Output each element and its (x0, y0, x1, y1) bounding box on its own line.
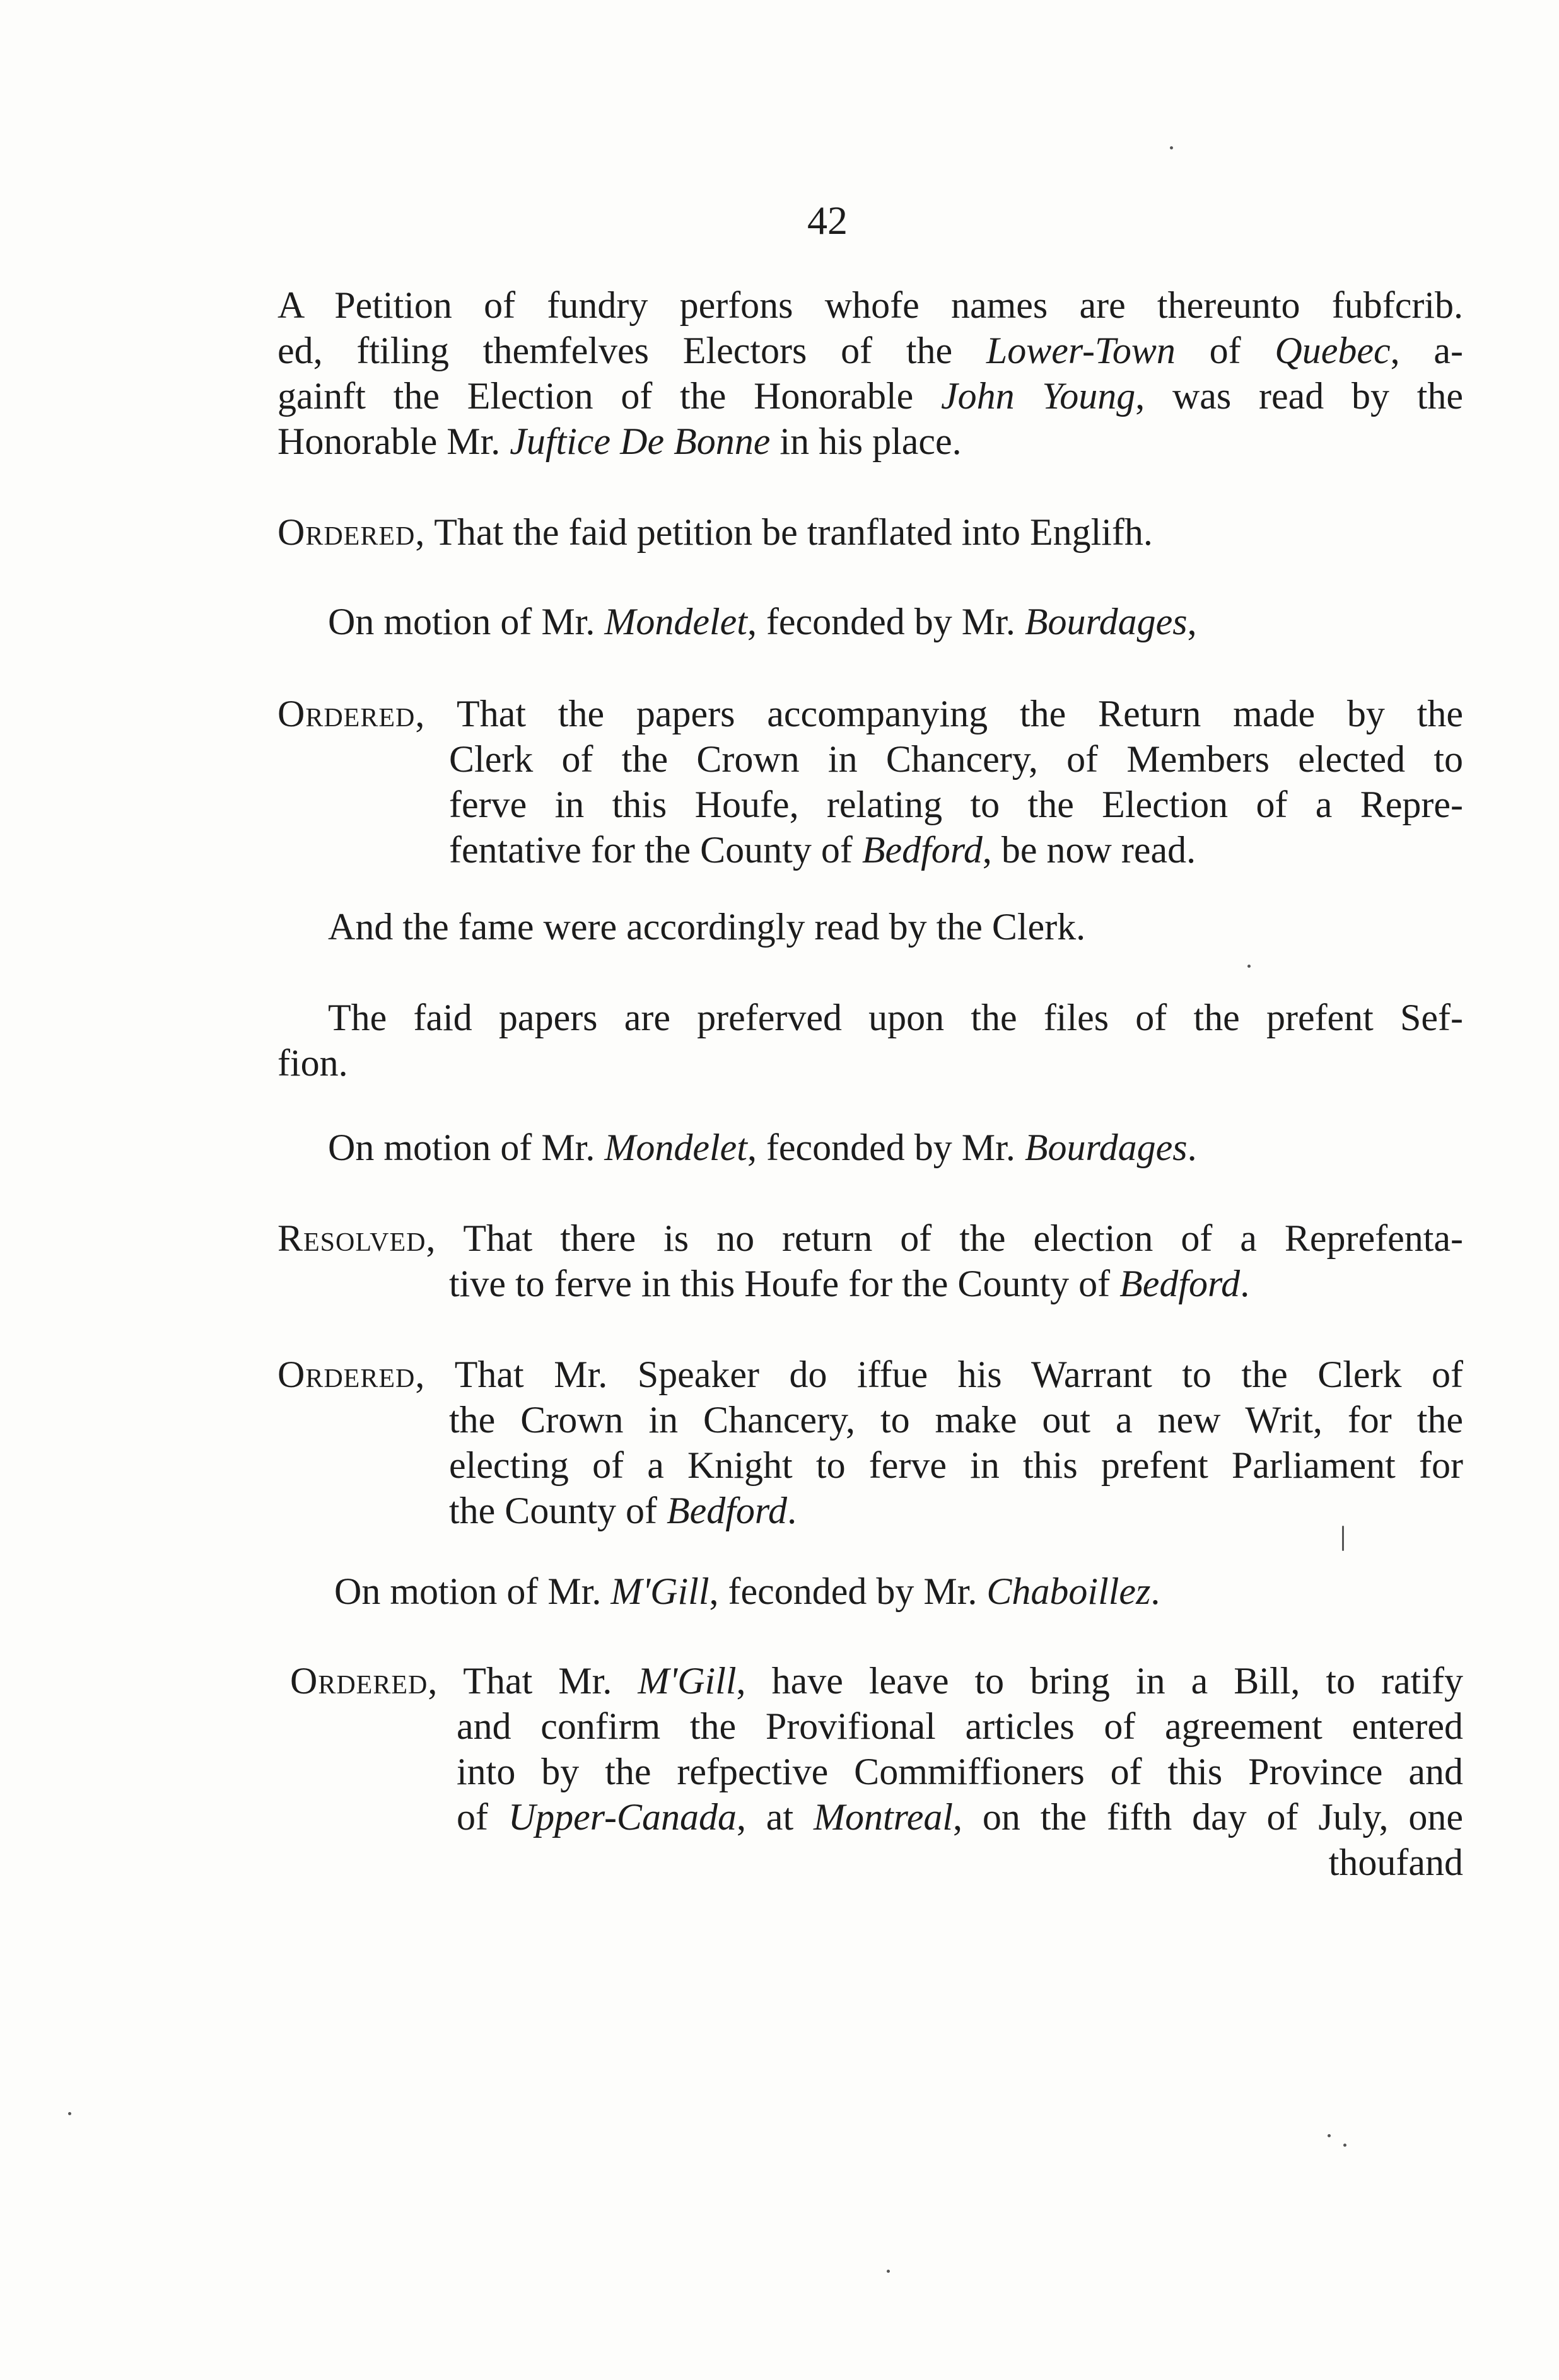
text-line: fion. (277, 1042, 348, 1084)
text-line: Resolved, That there is no return of the election of a Reprefenta- (277, 1217, 1463, 1259)
motion-paragraph (334, 1569, 1463, 1614)
text-line: ferve in this Houfe, relating to the Election of a Repre- (449, 784, 1463, 825)
page-number: 42 (807, 198, 848, 243)
ordered-papers-paragraph (277, 691, 1463, 873)
text-line: ed, ftiling themfelves Electors of the Lower-Town of Quebec, a- (277, 330, 1464, 371)
ordered-label: Ordered, (277, 511, 426, 553)
catchword: thoufand (1328, 1842, 1463, 1883)
text-line: Ordered, That Mr. M'Gill, have leave to bring in a Bill, to ratify (290, 1660, 1464, 1702)
petition-paragraph (277, 282, 1463, 464)
ordered-translation-paragraph (277, 509, 1463, 555)
text-line: electing of a Knight to ferve in this prefent Parliament for (449, 1444, 1463, 1486)
text-line: the Crown in Chancery, to make out a new Writ, for the (449, 1399, 1463, 1441)
text-line: Ordered, That the faid petition be tranflated into Englifh. (277, 511, 1153, 553)
text-line: A Petition of fundry perfons whofe names are thereunto fubfcrib. (277, 284, 1463, 326)
text-line: On motion of Mr. M'Gill, feconded by Mr. Chaboillez. (334, 1570, 1160, 1612)
text-line: fentative for the County of Bedford, be now read. (449, 829, 1196, 871)
text-line: gainft the Election of the Honorable John Young, was read by the (277, 375, 1463, 417)
text-line: On motion of Mr. Mondelet, feconded by Mr. Bourdages. (328, 1127, 1197, 1168)
text-line: Clerk of the Crown in Chancery, of Members elected to (449, 738, 1463, 780)
text-line: the County of Bedford. (449, 1490, 797, 1531)
text-line: The faid papers are preferved upon the files of the prefent Sef- (328, 997, 1463, 1038)
resolved-paragraph (277, 1216, 1463, 1306)
ordered-warrant-paragraph (277, 1352, 1463, 1533)
scan-speck (1342, 1526, 1344, 1551)
text-line: Honorable Mr. Juftice De Bonne in his place. (277, 421, 962, 462)
ordered-bill-paragraph (290, 1658, 1463, 1840)
read-by-clerk-paragraph (328, 904, 1463, 949)
text-line: of Upper-Canada, at Montreal, on the fifth day of July, one (457, 1796, 1463, 1838)
resolved-label: Resolved, (277, 1217, 436, 1259)
text-line: Ordered, That the papers accompanying the Return made by the (277, 693, 1463, 734)
text-line: And the fame were accordingly read by the Clerk. (328, 906, 1086, 948)
scan-speck (1343, 2144, 1346, 2147)
motion-paragraph (328, 1125, 1463, 1170)
scan-speck (1247, 965, 1251, 968)
scan-speck (68, 2112, 71, 2115)
scan-speck (1328, 2134, 1331, 2137)
motion-paragraph (328, 599, 1463, 644)
scan-speck (1170, 146, 1173, 149)
scan-speck (887, 2270, 890, 2273)
text-line: into by the refpective Commiffioners of this Province and (457, 1751, 1463, 1792)
text-line: On motion of Mr. Mondelet, feconded by Mr. Bourdages, (328, 601, 1197, 642)
text-line: and confirm the Provifional articles of agreement entered (457, 1705, 1463, 1747)
text-line: Ordered, That Mr. Speaker do iffue his Warrant to the Clerk of (277, 1354, 1463, 1395)
text-line: tive to ferve in this Houfe for the County of Bedford. (449, 1263, 1250, 1304)
papers-preserved-paragraph (277, 995, 1463, 1086)
